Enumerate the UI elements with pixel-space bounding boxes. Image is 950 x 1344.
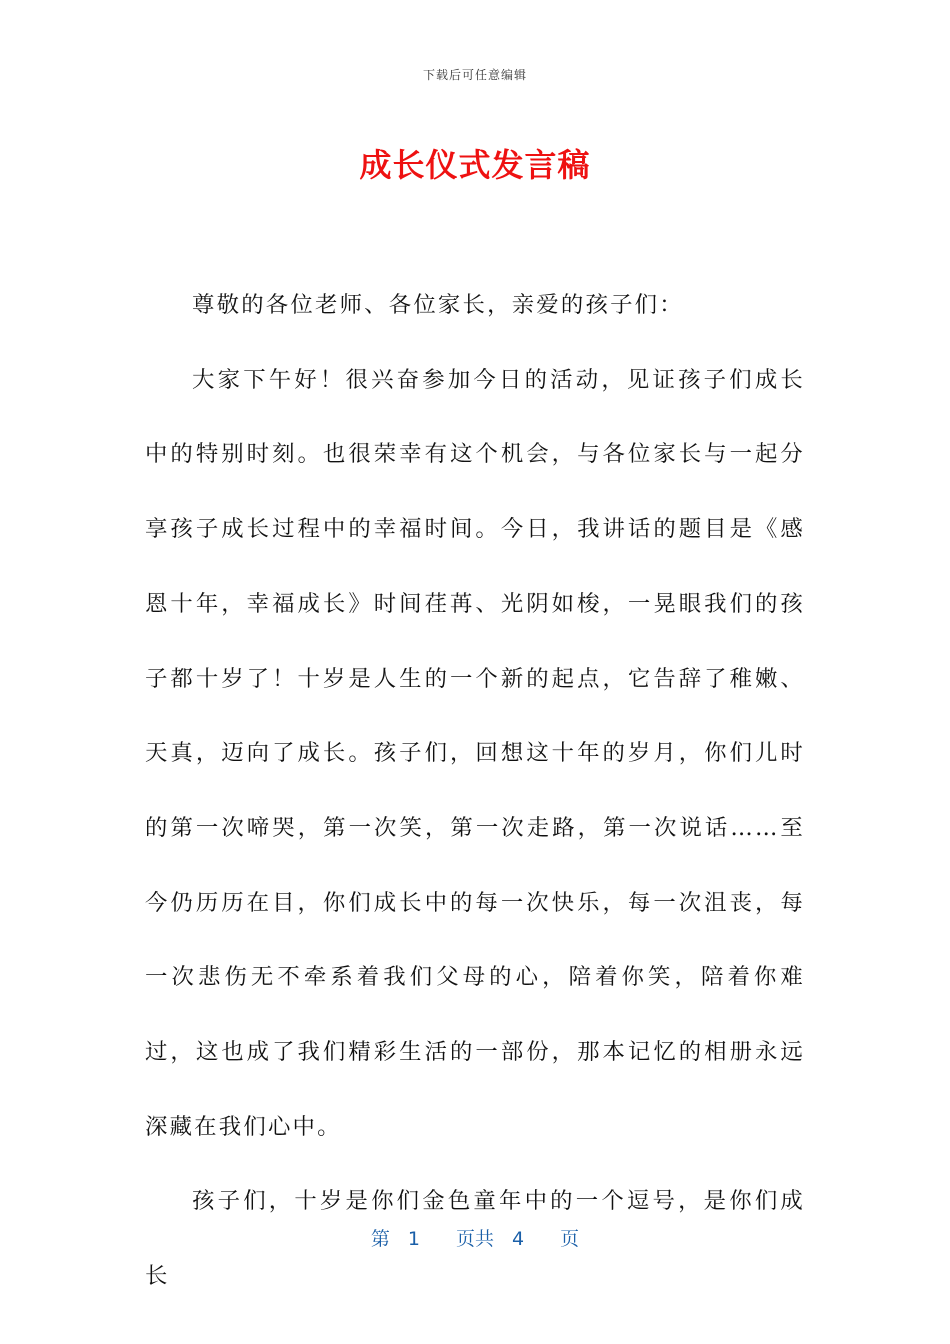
document-body: [145, 268, 805, 1314]
header-note: 下载后可任意编辑: [422, 68, 527, 82]
document-title: 成长仪式发言稿: [359, 146, 591, 184]
paragraph-greeting: 尊敬的各位老师、各位家长，亲爱的孩子们：: [192, 292, 684, 318]
footer-suffix: 页: [560, 1228, 580, 1250]
footer-current-page: 1: [407, 1228, 420, 1250]
paragraph-main: 大家下午好！很兴奋参加今日的活动，见证孩子们成长中的特别时刻。也很荣幸有这个机会，与各位家长与一起分享孩子成长过程中的幸福时间。今日，我讲话的题目是《感恩十年，幸福成长》时间荏苒、光阴如梭，一晃眼我们的孩子都十岁了！十岁是人生的一个新的起点，它告辞了稚嫩、天真，迈向了成长。孩子们，回想这十年的岁月，你们儿时的第一次啼哭，第一次笑，第一次走路，第一次说话……至今仍历历在目，你们成长中的每一次快乐，每一次沮丧，每一次悲伤无不牵系着我们父母的心，陪着你笑，陪着你难过，这也成了我们精彩生活的一部份，那本记忆的相册永远深藏在我们心中。: [145, 366, 805, 1140]
footer-total-pages: 4: [512, 1228, 525, 1250]
page-footer: [0, 1224, 950, 1251]
paragraph-continued: 孩子们，十岁是你们金色童年中的一个逗号，是你们成长: [145, 1188, 805, 1290]
footer-middle: 页共: [455, 1228, 494, 1250]
footer-prefix: 第: [370, 1228, 390, 1250]
